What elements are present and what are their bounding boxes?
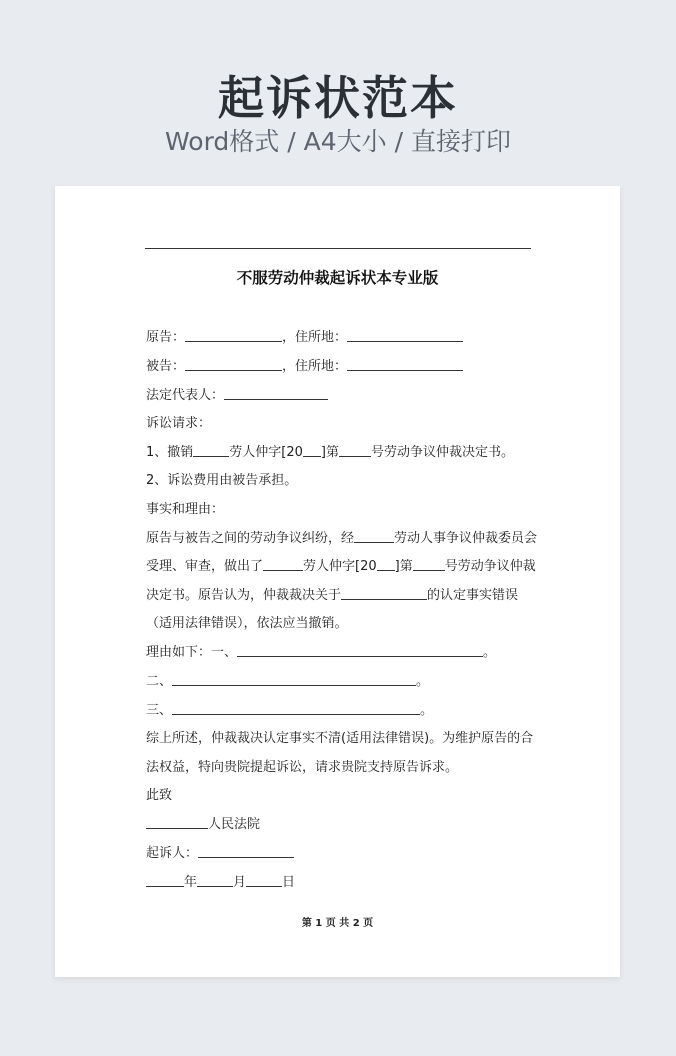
reason3-period: 。	[420, 703, 434, 718]
address-label: ，住所地：	[282, 359, 348, 374]
reason1-blank	[237, 644, 483, 657]
facts1-b: 劳动人事争议仲裁委员会	[394, 531, 538, 546]
reason-2-line	[146, 670, 429, 689]
document-title: 不服劳动仲裁起诉状本专业版	[236, 269, 439, 287]
facts2-blank-1	[263, 558, 303, 571]
facts-heading: 事实和理由：	[146, 502, 225, 517]
legal-rep-label: 法定代表人：	[146, 388, 225, 403]
claim-1	[146, 441, 514, 460]
reason2-period: 。	[416, 674, 430, 689]
reasons-label: 理由如下：一、	[146, 645, 238, 660]
claims-heading: 诉讼请求：	[146, 416, 212, 431]
defendant-label: 被告：	[146, 359, 186, 374]
reason-1-line	[146, 641, 496, 660]
court-line	[146, 813, 260, 832]
claim1-c: ]第	[320, 445, 339, 460]
defendant-blank	[185, 358, 282, 371]
signature-line	[146, 842, 294, 861]
plaintiff-label: 原告：	[146, 330, 186, 345]
claim1-blank-3	[339, 444, 371, 457]
facts2-d: 号劳动争议仲裁	[444, 559, 536, 574]
salutation: 此致	[146, 788, 173, 803]
facts-line-1	[146, 527, 537, 546]
summary-line-1: 综上所述，仲裁裁决认定事实不清(适用法律错误)。为维护原告的合	[146, 731, 534, 746]
month-blank	[197, 874, 233, 887]
facts2-blank-2	[377, 558, 395, 571]
date-line	[146, 871, 295, 890]
facts2-a: 受理、审查，做出了	[146, 559, 264, 574]
address-label: ，住所地：	[282, 330, 348, 345]
year-blank	[146, 874, 184, 887]
court-blank	[146, 816, 208, 829]
plaintiff-blank	[185, 329, 282, 342]
summary-line-2: 法权益，特向贵院提起诉讼，请求贵院支持原告诉求。	[146, 760, 459, 775]
claim1-d: 号劳动争议仲裁决定书。	[370, 445, 514, 460]
facts2-blank-3	[413, 558, 445, 571]
signature-blank	[198, 845, 294, 858]
document-page	[55, 186, 620, 977]
year-label: 年	[184, 875, 198, 890]
plaintiff-address-blank	[347, 329, 463, 342]
claim1-blank-2	[303, 444, 321, 457]
court-label: 人民法院	[208, 817, 261, 832]
facts-line-2	[146, 555, 536, 574]
legal-rep-line	[146, 384, 328, 403]
reason2-label: 二、	[146, 674, 173, 689]
page-title: 起诉状范本	[218, 71, 458, 125]
page-footer: 第 1 页 共 2 页	[301, 918, 374, 929]
facts3-blank	[341, 587, 427, 600]
reason3-label: 三、	[146, 703, 173, 718]
claim1-blank-1	[193, 444, 229, 457]
facts1-blank	[354, 530, 394, 543]
facts-line-4: （适用法律错误），依法应当撤销。	[146, 616, 348, 631]
plaintiff-line	[146, 326, 463, 345]
reason1-period: 。	[483, 645, 497, 660]
facts2-c: ]第	[394, 559, 413, 574]
defendant-address-blank	[347, 358, 463, 371]
reason3-blank	[172, 702, 420, 715]
plaintiff-sign-label: 起诉人：	[146, 846, 199, 861]
defendant-line	[146, 355, 463, 374]
day-label: 日	[282, 875, 296, 890]
reason-3-line	[146, 699, 433, 718]
facts-line-3	[146, 584, 518, 603]
month-label: 月	[233, 875, 247, 890]
facts3-a: 决定书。原告认为，仲裁裁决关于	[146, 588, 342, 603]
facts1-a: 原告与被告之间的劳动争议纠纷，经	[146, 531, 355, 546]
legal-rep-blank	[224, 387, 328, 400]
claim-2: 2、诉讼费用由被告承担。	[146, 473, 298, 488]
claim1-a: 1、撤销	[146, 445, 194, 460]
reason2-blank	[172, 673, 416, 686]
claim1-b: 劳人仲字[20	[229, 445, 303, 460]
day-blank	[246, 874, 282, 887]
page-subtitle: Word格式 / A4大小 / 直接打印	[165, 127, 511, 156]
facts3-b: 的认定事实错误	[427, 588, 519, 603]
top-rule	[145, 248, 531, 249]
facts2-b: 劳人仲字[20	[303, 559, 377, 574]
